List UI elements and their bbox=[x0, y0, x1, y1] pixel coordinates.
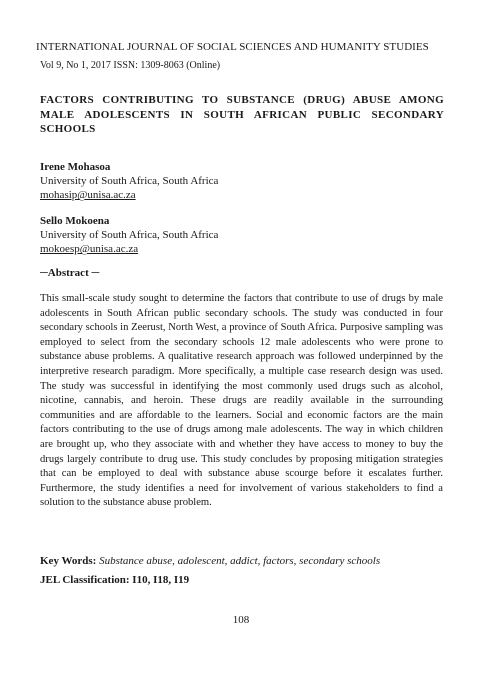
paper-title: FACTORS CONTRIBUTING TO SUBSTANCE (DRUG) ABUSE AMONG MALE ADOLESCENTS IN SOUTH AFRICAN PUBLIC SECONDARY SCHOOLS bbox=[40, 94, 444, 135]
page-number: 108 bbox=[232, 614, 250, 626]
abstract-text: This small-scale study sought to determine the factors that contribute to use of drugs by male adolescents in South African public secondary schools. The study was conducted in four secondary schools in Zeerust, North West, a province of South Africa. Purposive sampling was employed to select from the secondary schools 12 male adolescents who were prone to substance abuse problems. A qualitative research approach was followed underpinned by the interpretive research paradigm. More specifically, a multiple case research design was used. The study was successful in identifying the most commonly used drugs such as alcohol, nicotine, cannabis, and heroin. These drugs are readily available in the surrounding communities and are affordable to the learners. Social and economic factors are the main factors contributing to the use of drugs among male adolescents. The way in which children are brought up, who they associate with and whether they have access to money to buy the drugs largely contribute to drug use. This study concludes by proposing mitigation strategies that can be employed to deal with substance abuse scourge before it escalates further. Furthermore, the study identifies a need for involvement of various stakeholders to find a solution to the substance abuse problem. bbox=[40, 293, 443, 509]
author-name: Irene Mohasoa bbox=[40, 161, 111, 173]
author-block bbox=[40, 160, 460, 203]
author-email-link[interactable]: mokoesp@unisa.ac.za bbox=[40, 243, 139, 256]
author-affiliation: University of South Africa, South Africa bbox=[40, 175, 219, 188]
jel-classification: JEL Classification: I10, I18, I19 bbox=[40, 574, 190, 586]
author-block bbox=[40, 214, 460, 257]
keywords-text: Substance abuse, adolescent, addict, factors, secondary schools bbox=[99, 555, 381, 567]
issue-info: Vol 9, No 1, 2017 ISSN: 1309-8063 (Online) bbox=[40, 60, 221, 71]
journal-name: INTERNATIONAL JOURNAL OF SOCIAL SCIENCES AND HUMANITY STUDIES bbox=[36, 41, 429, 53]
author-email-link[interactable]: mohasip@unisa.ac.za bbox=[40, 189, 136, 202]
author-affiliation: University of South Africa, South Africa bbox=[40, 229, 219, 242]
abstract-heading: ─Abstract ─ bbox=[40, 267, 100, 279]
keywords-label: Key Words: bbox=[40, 555, 100, 567]
keywords-line bbox=[40, 555, 380, 567]
author-name: Sello Mokoena bbox=[40, 215, 110, 227]
